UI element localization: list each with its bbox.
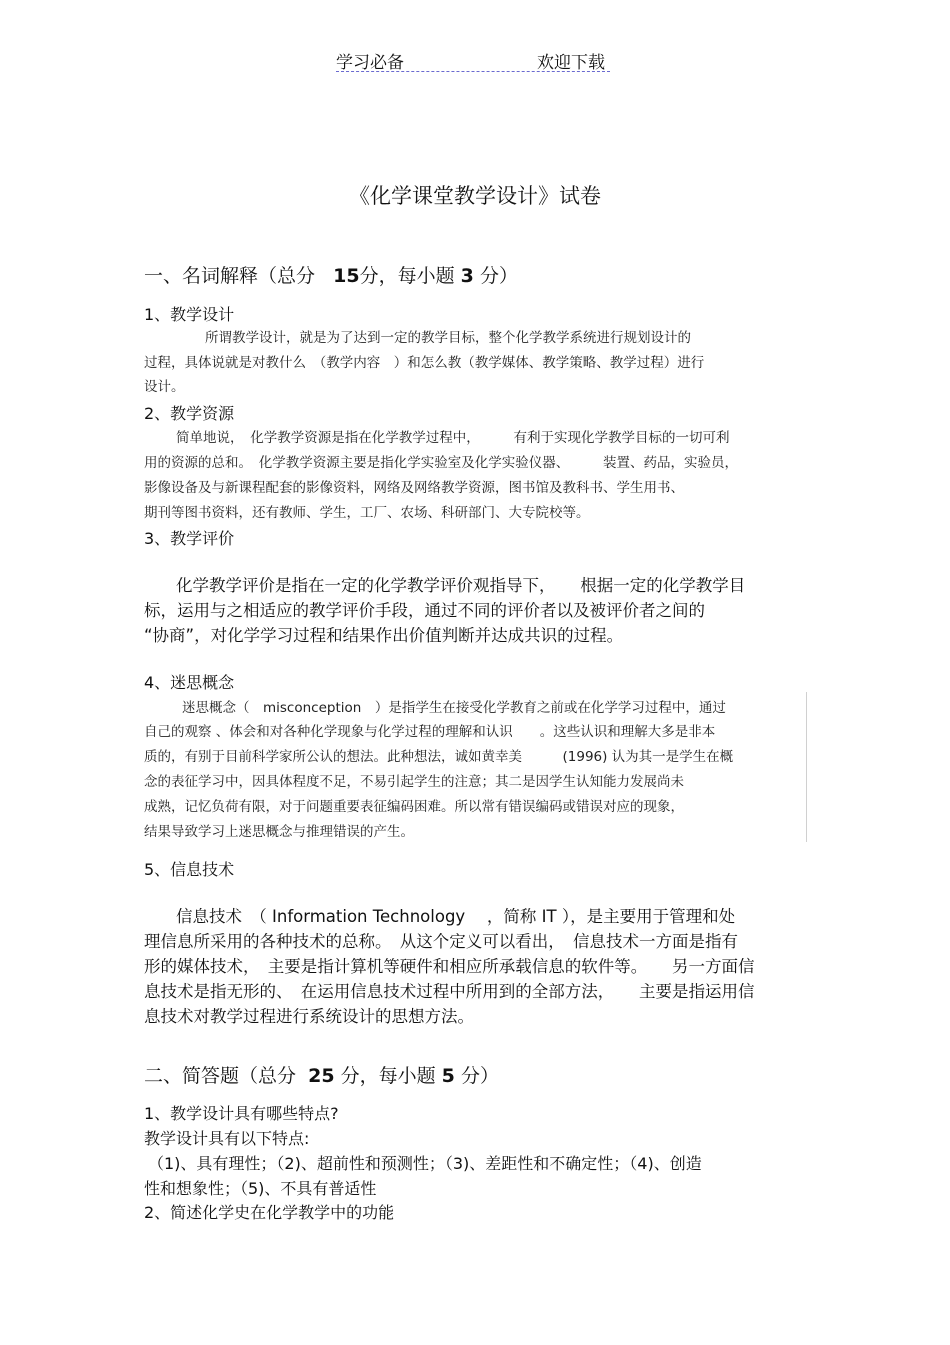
q4-line-5: 成熟，记忆负荷有限，对于问题重要表征编码困难。所以常有错误编码或错误对应的现象，: [144, 799, 684, 815]
q4-margin-line: [806, 692, 807, 842]
page-header: [0, 48, 950, 74]
q1-line-3: 设计。: [144, 379, 185, 395]
q1-title: 1、教学设计: [144, 305, 235, 324]
section2-heading: [144, 1061, 499, 1088]
q2-line-4: 期刊等图书资料，还有教师、学生，工厂、农场、科研部门、大专院校等。: [144, 505, 590, 521]
section1-mid: 分，每小题: [359, 265, 455, 287]
q4-line-1: 迷思概念（ misconception ）是指学生在接受化学教育之前或在化学学习过程中，通过: [182, 700, 726, 716]
q4-line-2: 自己的观察 、体会和对各种化学现象与化学过程的理解和认识 。这些认识和理解大多是非本: [144, 724, 716, 740]
header-left-text: 学习必备: [336, 53, 404, 73]
q5-line-1: 信息技术 （ Information Technology ，简称 IT ），是主要用于管理和处: [176, 907, 736, 926]
section2-end: 分）: [460, 1065, 499, 1087]
q3-line-1: 化学教学评价是指在一定的化学教学评价观指导下， 根据一定的化学教学目: [176, 576, 746, 595]
s2-q1-line-1: 教学设计具有以下特点:: [144, 1129, 310, 1148]
section1-each: 3: [460, 265, 474, 287]
q4-line-3: 质的，有别于目前科学家所公认的想法。此种想法，诚如黄幸美 (1996) 认为其一是学生在概: [144, 749, 734, 765]
q5-title: 5、信息技术: [144, 860, 235, 879]
q5-line-4: 息技术是指无形的、 在运用信息技术过程中所用到的全部方法， 主要是指运用信: [144, 982, 755, 1001]
section2-heading-text: 二、简答题（总分: [144, 1065, 297, 1087]
s2-q2-title: 2、简述化学史在化学教学中的功能: [144, 1203, 395, 1222]
q3-line-3: “协商”，对化学学习过程和结果作出价值判断并达成共识的过程。: [144, 626, 624, 645]
q5-line-5: 息技术对教学过程进行系统设计的思想方法。: [144, 1007, 474, 1026]
header-dashed-rule: [336, 71, 610, 72]
section2-total: 25: [308, 1065, 335, 1087]
s2-q1-title: 1、教学设计具有哪些特点?: [144, 1104, 339, 1123]
section1-heading-text: 一、名词解释（总分: [144, 265, 316, 287]
q2-line-2: 用的资源的总和。 化学教学资源主要是指化学实验室及化学实验仪器、 装置、药品，实验员，: [144, 455, 738, 471]
section1-total: 15: [333, 265, 360, 287]
q1-line-2: 过程，具体说就是对教什么 （教学内容 ）和怎么教（教学媒体、教学策略、教学过程）进行: [144, 355, 705, 371]
q1-line-1: 所谓教学设计，就是为了达到一定的教学目标，整个化学教学系统进行规划设计的: [205, 330, 691, 346]
q4-title: 4、迷思概念: [144, 673, 235, 692]
section2-mid: 分，每小题: [340, 1065, 436, 1087]
q2-line-1: 简单地说， 化学教学资源是指在化学教学过程中， 有利于实现化学教学目标的一切可利: [176, 430, 730, 446]
section1-end: 分）: [479, 265, 518, 287]
q2-title: 2、教学资源: [144, 404, 235, 423]
q3-line-2: 标，运用与之相适应的教学评价手段，通过不同的评价者以及被评价者之间的: [144, 601, 705, 620]
section1-heading: [144, 261, 518, 288]
q3-title: 3、教学评价: [144, 529, 235, 548]
q4-line-6: 结果导致学习上迷思概念与推理错误的产生。: [144, 824, 414, 840]
document-title: 《化学课堂教学设计》试卷: [349, 184, 601, 208]
q5-line-3: 形的媒体技术， 主要是指计算机等硬件和相应所承载信息的软件等。 另一方面信: [144, 957, 755, 976]
section2-each: 5: [441, 1065, 455, 1087]
header-right-text: 欢迎下载: [537, 53, 605, 73]
s2-q1-line-3: 性和想象性；（5)、不具有普适性: [144, 1179, 377, 1198]
q2-line-3: 影像设备及与新课程配套的影像资料，网络及网络教学资源，图书馆及教科书、学生用书、: [144, 480, 684, 496]
q4-line-4: 念的表征学习中，因具体程度不足，不易引起学生的注意；其二是因学生认知能力发展尚未: [144, 774, 684, 790]
s2-q1-line-2: （1)、具有理性；（2)、超前性和预测性；（3)、差距性和不确定性；（4)、创造: [148, 1154, 702, 1173]
q5-line-2: 理信息所采用的各种技术的总称。 从这个定义可以看出， 信息技术一方面是指有: [144, 932, 738, 951]
